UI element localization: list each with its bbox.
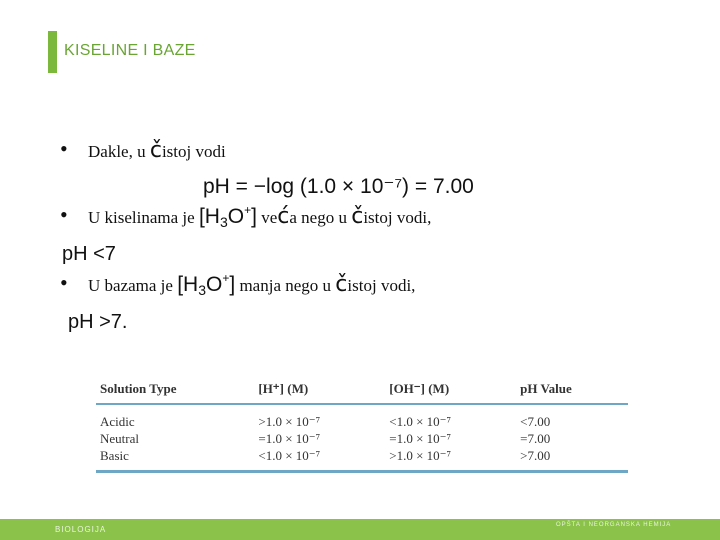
bullet-2-text [88,203,431,230]
bullet-3-sub: 3 [198,282,206,298]
ph-equation: pH = −log (1.0 × 10⁻⁷) = 7.00 [203,175,474,198]
table-cell: =7.00 [520,431,551,446]
bullet-3-cz: č [335,272,348,297]
table-cell: <7.00 [520,414,551,429]
bullet-3-close: ] [229,273,236,296]
solution-ph-table [96,378,628,473]
table-row [96,430,628,447]
table-cell: >1.0 × 10⁻⁷ [258,414,321,429]
bullet-2-sub: 3 [219,214,228,230]
table-cell: <1.0 × 10⁻⁷ [389,414,452,429]
bullet-1-dot: • [60,136,68,161]
table-header-cell: [OH⁻] (M) [385,378,516,404]
bullet-3-rest: istoj vodi, [347,276,416,295]
bullet-2-dot: • [60,202,68,227]
table-cell: Acidic [100,414,135,429]
table-cell: =1.0 × 10⁻⁷ [258,431,321,446]
slide-title: KISELINE I BAZE [64,42,196,59]
title-accent-bar [48,31,57,73]
bullet-2-rest: istoj vodi, [363,208,432,227]
table-cell: >7.00 [520,448,551,463]
bullet-1-rest: istoj vodi [161,142,226,161]
bullet-2-mid1: ve [256,208,278,227]
table-cell: =1.0 × 10⁻⁷ [389,431,452,446]
bullet-3-text [88,271,415,298]
bullet-2-lead: U kiselinama je [88,208,199,227]
table-cell: Basic [100,448,129,463]
bullet-3-sup: + [222,271,230,285]
bullet-3-h: [H [177,273,199,296]
bullet-1-text [88,138,226,163]
bullet-2-close: ] [251,205,257,228]
bullet-3-mid: manja nego u [235,276,336,295]
bullet-2-cz: č [351,204,364,229]
bullet-3-lead: U bazama je [88,276,178,295]
bullet-2-o: O [227,205,245,228]
table-header-cell: [H⁺] (M) [254,378,385,404]
table-header-row [96,378,628,404]
table-header-cell: Solution Type [96,378,254,404]
bullet-2-mid2: a nego u [289,208,352,227]
bullet-2-ph: pH <7 [62,243,116,265]
table-cell: <1.0 × 10⁻⁷ [258,448,321,463]
bullet-2-h: [H [198,205,220,228]
footer-left-text: BIOLOGIJA [55,525,107,534]
bullet-2-c: ć [277,204,290,229]
bullet-1-lead: Dakle, u [88,142,150,161]
footer-right-text: OPŠTA I NEORGANSKA HEMIJA [556,522,672,528]
table-cell: Neutral [100,431,139,446]
bullet-1-cz: č [149,138,162,163]
bullet-3-o: O [206,273,223,296]
table-row [96,447,628,472]
bullet-2-sup: + [244,203,252,217]
table-row [96,404,628,430]
bullet-3-dot: • [60,270,68,295]
table-header-cell: pH Value [516,378,628,404]
table-cell: >1.0 × 10⁻⁷ [389,448,452,463]
bullet-3-ph: pH >7. [68,311,128,333]
